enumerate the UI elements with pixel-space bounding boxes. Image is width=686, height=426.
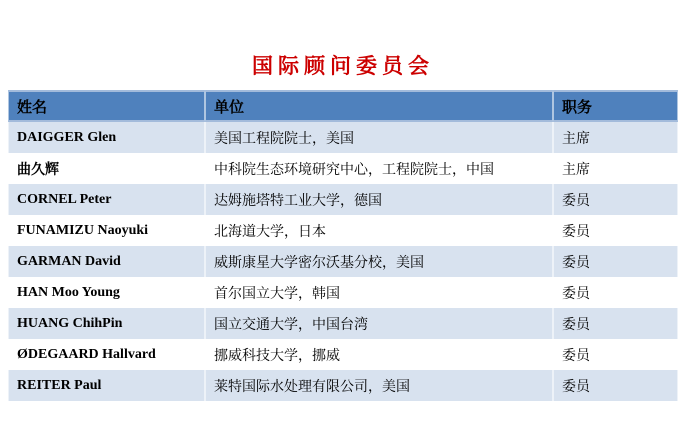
name-cell: DAIGGER Glen (8, 122, 205, 153)
org-cell: 中科院生态环境研究中心，工程院院士，中国 (205, 153, 553, 184)
role-cell: 委员 (553, 370, 678, 401)
table-row (8, 153, 678, 184)
org-cell: 北海道大学，日本 (205, 215, 553, 246)
table-row (8, 246, 678, 277)
table-row (8, 184, 678, 215)
role-cell: 委员 (553, 339, 678, 370)
org-cell: 达姆施塔特工业大学，德国 (205, 184, 553, 215)
role-cell: 委员 (553, 277, 678, 308)
name-cell: HAN Moo Young (8, 277, 205, 308)
name-cell: GARMAN David (8, 246, 205, 277)
table-row (8, 308, 678, 339)
org-cell: 威斯康星大学密尔沃基分校，美国 (205, 246, 553, 277)
table-header (8, 90, 678, 122)
role-cell: 主席 (553, 122, 678, 153)
page-title: 国际顾问委员会 (252, 54, 434, 78)
org-cell: 首尔国立大学，韩国 (205, 277, 553, 308)
name-cell: 曲久辉 (8, 153, 205, 184)
role-cell: 委员 (553, 184, 678, 215)
name-cell: ØDEGAARD Hallvard (8, 339, 205, 370)
table-row (8, 215, 678, 246)
role-cell: 主席 (553, 153, 678, 184)
name-cell: FUNAMIZU Naoyuki (8, 215, 205, 246)
table-header-row (8, 90, 678, 122)
org-cell: 莱特国际水处理有限公司，美国 (205, 370, 553, 401)
table-row (8, 122, 678, 153)
column-header: 单位 (205, 90, 553, 122)
name-cell: HUANG ChihPin (8, 308, 205, 339)
table-row (8, 370, 678, 401)
org-cell: 国立交通大学，中国台湾 (205, 308, 553, 339)
column-header: 职务 (553, 90, 678, 122)
table-body (8, 122, 678, 401)
name-cell: CORNEL Peter (8, 184, 205, 215)
org-cell: 美国工程院院士，美国 (205, 122, 553, 153)
role-cell: 委员 (553, 215, 678, 246)
advisory-committee-table (8, 90, 678, 401)
table-row (8, 277, 678, 308)
name-cell: REITER Paul (8, 370, 205, 401)
role-cell: 委员 (553, 246, 678, 277)
org-cell: 挪威科技大学，挪威 (205, 339, 553, 370)
table-row (8, 339, 678, 370)
role-cell: 委员 (553, 308, 678, 339)
column-header: 姓名 (8, 90, 205, 122)
